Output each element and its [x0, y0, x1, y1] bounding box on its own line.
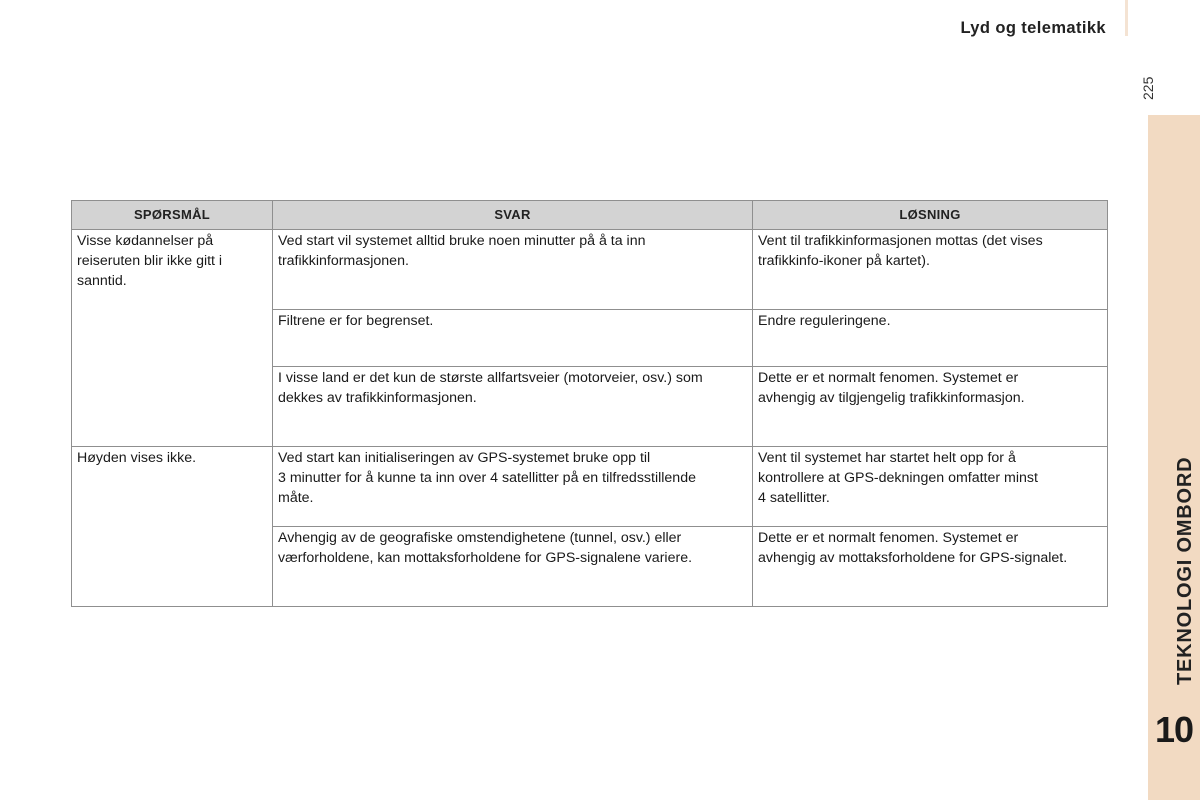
solution-cell [753, 367, 1108, 447]
faq-table [71, 200, 1108, 607]
cell-text-line: Visse kødannelser på [77, 233, 214, 249]
header-divider [1125, 0, 1128, 36]
chapter-number: 10 [1154, 709, 1194, 750]
column-header-question: SPØRSMÅL [72, 201, 273, 230]
cell-text-line: kontrollere at GPS-dekningen omfatter minst [758, 470, 1038, 486]
cell-text-line: Vent til trafikkinformasjonen mottas (det vises [758, 233, 1043, 249]
cell-text-line: værforholdene, kan mottaksforholdene for GPS-signalene variere. [278, 550, 693, 566]
table-row [72, 230, 1108, 310]
cell-text-line: Ved start kan initialiseringen av GPS-systemet bruke opp til [278, 450, 651, 466]
answer-cell [273, 447, 753, 527]
cell-text-line: 3 minutter for å kunne ta inn over 4 satellitter på en tilfredsstillende [278, 470, 696, 486]
solution-cell [753, 447, 1108, 527]
cell-text-line: trafikkinfo-ikoner på kartet). [758, 253, 930, 269]
cell-text-line: avhengig av mottaksforholdene for GPS-signalet. [758, 550, 1068, 566]
cell-text-line: dekkes av trafikkinformasjonen. [278, 390, 477, 406]
cell-text-line: Dette er et normalt fenomen. Systemet er [758, 530, 1019, 546]
table-row [72, 447, 1108, 527]
section-label: TEKNOLOGI OMBORD [1174, 456, 1196, 685]
answer-cell [273, 310, 753, 367]
cell-text-line: Endre reguleringene. [758, 313, 891, 329]
page-number-text: 225 [1140, 76, 1156, 100]
question-cell [72, 230, 273, 447]
page-header-title: Lyd og telematikk [960, 19, 1106, 37]
column-header-solution: LØSNING [753, 201, 1108, 230]
answer-cell [273, 527, 753, 607]
cell-text-line: trafikkinformasjonen. [278, 253, 409, 269]
answer-cell [273, 367, 753, 447]
cell-text-line: Vent til systemet har startet helt opp for å [758, 450, 1016, 466]
solution-cell [753, 527, 1108, 607]
solution-cell [753, 230, 1108, 310]
cell-text-line: Ved start vil systemet alltid bruke noen minutter på å ta inn [278, 233, 646, 249]
solution-cell [753, 310, 1108, 367]
cell-text-line: måte. [278, 490, 314, 506]
cell-text-line: avhengig av tilgjengelig trafikkinformasjon. [758, 390, 1025, 406]
column-header-answer: SVAR [273, 201, 753, 230]
chapter-side-tab [1148, 115, 1200, 800]
cell-text-line: Høyden vises ikke. [77, 450, 197, 466]
table-header-row [72, 201, 1108, 230]
cell-text-line: Dette er et normalt fenomen. Systemet er [758, 370, 1019, 386]
cell-text-line: Avhengig av de geografiske omstendighetene (tunnel, osv.) eller [278, 530, 682, 546]
answer-cell [273, 230, 753, 310]
cell-text-line: reiseruten blir ikke gitt i [77, 253, 223, 269]
question-cell [72, 447, 273, 607]
cell-text-line: sanntid. [77, 273, 127, 289]
cell-text-line: I visse land er det kun de største allfartsveier (motorveier, osv.) som [278, 370, 703, 386]
cell-text-line: Filtrene er for begrenset. [278, 313, 434, 329]
cell-text-line: 4 satellitter. [758, 490, 830, 506]
